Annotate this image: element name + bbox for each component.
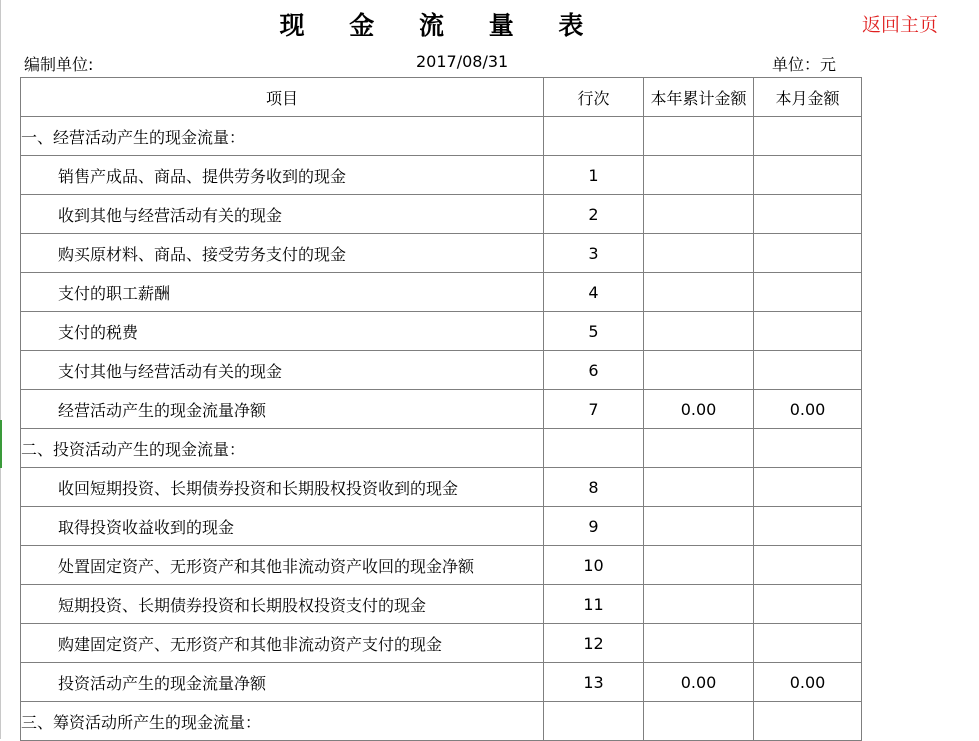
table-row (21, 390, 862, 429)
column-header-month-amount: 本月金额 (754, 78, 862, 117)
ytd-amount-cell[interactable] (644, 351, 754, 390)
line-number-cell[interactable]: 7 (544, 390, 644, 429)
item-cell[interactable]: 支付其他与经营活动有关的现金 (21, 351, 544, 390)
line-number-cell[interactable]: 4 (544, 273, 644, 312)
month-amount-cell[interactable] (754, 234, 862, 273)
month-amount-cell[interactable] (754, 468, 862, 507)
ytd-amount-cell[interactable] (644, 702, 754, 741)
item-cell[interactable]: 二、投资活动产生的现金流量： (21, 429, 544, 468)
table-row (21, 273, 862, 312)
item-cell[interactable]: 三、筹资活动所产生的现金流量： (21, 702, 544, 741)
line-number-cell[interactable] (544, 429, 644, 468)
ytd-amount-cell[interactable] (644, 585, 754, 624)
ytd-amount-cell[interactable] (644, 195, 754, 234)
line-number-cell[interactable]: 6 (544, 351, 644, 390)
ytd-amount-cell[interactable] (644, 234, 754, 273)
item-cell[interactable]: 购买原材料、商品、接受劳务支付的现金 (21, 234, 544, 273)
ytd-amount-cell[interactable] (644, 624, 754, 663)
line-number-cell[interactable]: 5 (544, 312, 644, 351)
line-number-cell[interactable]: 2 (544, 195, 644, 234)
table-row (21, 546, 862, 585)
month-amount-cell[interactable] (754, 351, 862, 390)
line-number-cell[interactable]: 3 (544, 234, 644, 273)
line-number-cell[interactable] (544, 702, 644, 741)
line-number-cell[interactable]: 9 (544, 507, 644, 546)
page-title: 现 金 流 量 表 (279, 11, 602, 40)
table-row (21, 585, 862, 624)
item-cell[interactable]: 购建固定资产、无形资产和其他非流动资产支付的现金 (21, 624, 544, 663)
month-amount-cell[interactable] (754, 507, 862, 546)
item-cell[interactable]: 支付的职工薪酬 (21, 273, 544, 312)
month-amount-cell[interactable] (754, 585, 862, 624)
ytd-amount-cell[interactable] (644, 312, 754, 351)
item-cell[interactable]: 投资活动产生的现金流量净额 (21, 663, 544, 702)
table-row (21, 195, 862, 234)
item-cell[interactable]: 经营活动产生的现金流量净额 (21, 390, 544, 429)
table-row (21, 117, 862, 156)
line-number-cell[interactable]: 12 (544, 624, 644, 663)
line-number-cell[interactable]: 1 (544, 156, 644, 195)
table-row (21, 156, 862, 195)
back-to-home-link[interactable]: 返回主页 (862, 14, 939, 36)
currency-unit: 单位：元 (772, 55, 837, 74)
line-number-cell[interactable] (544, 117, 644, 156)
table-row (21, 507, 862, 546)
table-row (21, 312, 862, 351)
cash-flow-table (20, 77, 862, 741)
ytd-amount-cell[interactable] (644, 429, 754, 468)
column-header-item: 项目 (21, 78, 544, 117)
month-amount-cell[interactable] (754, 312, 862, 351)
column-header-line-no: 行次 (544, 78, 644, 117)
table-row (21, 702, 862, 741)
item-cell[interactable]: 销售产成品、商品、提供劳务收到的现金 (21, 156, 544, 195)
ytd-amount-cell[interactable] (644, 156, 754, 195)
ytd-amount-cell[interactable]: 0.00 (644, 663, 754, 702)
ytd-amount-cell[interactable]: 0.00 (644, 390, 754, 429)
table-row (21, 624, 862, 663)
item-cell[interactable]: 收到其他与经营活动有关的现金 (21, 195, 544, 234)
line-number-cell[interactable]: 13 (544, 663, 644, 702)
line-number-cell[interactable]: 8 (544, 468, 644, 507)
month-amount-cell[interactable] (754, 429, 862, 468)
month-amount-cell[interactable] (754, 156, 862, 195)
ytd-amount-cell[interactable] (644, 117, 754, 156)
table-row (21, 663, 862, 702)
month-amount-cell[interactable] (754, 546, 862, 585)
ytd-amount-cell[interactable] (644, 507, 754, 546)
line-number-cell[interactable]: 10 (544, 546, 644, 585)
table-row (21, 351, 862, 390)
report-date: 2017/08/31 (416, 52, 509, 71)
month-amount-cell[interactable] (754, 702, 862, 741)
month-amount-cell[interactable] (754, 195, 862, 234)
month-amount-cell[interactable]: 0.00 (754, 390, 862, 429)
item-cell[interactable]: 收回短期投资、长期债券投资和长期股权投资收到的现金 (21, 468, 544, 507)
table-row (21, 234, 862, 273)
table-row (21, 468, 862, 507)
item-cell[interactable]: 短期投资、长期债券投资和长期股权投资支付的现金 (21, 585, 544, 624)
item-cell[interactable]: 处置固定资产、无形资产和其他非流动资产收回的现金净额 (21, 546, 544, 585)
ytd-amount-cell[interactable] (644, 546, 754, 585)
month-amount-cell[interactable] (754, 624, 862, 663)
month-amount-cell[interactable]: 0.00 (754, 663, 862, 702)
ytd-amount-cell[interactable] (644, 273, 754, 312)
item-cell[interactable]: 取得投资收益收到的现金 (21, 507, 544, 546)
column-header-ytd-amount: 本年累计金额 (644, 78, 754, 117)
table-header-row (21, 78, 862, 117)
month-amount-cell[interactable] (754, 117, 862, 156)
line-number-cell[interactable]: 11 (544, 585, 644, 624)
item-cell[interactable]: 支付的税费 (21, 312, 544, 351)
ytd-amount-cell[interactable] (644, 468, 754, 507)
selection-marker (0, 420, 2, 468)
month-amount-cell[interactable] (754, 273, 862, 312)
table-row (21, 429, 862, 468)
reporting-unit-label: 编制单位: (24, 55, 94, 74)
item-cell[interactable]: 一、经营活动产生的现金流量： (21, 117, 544, 156)
sheet-left-border (0, 0, 1, 739)
